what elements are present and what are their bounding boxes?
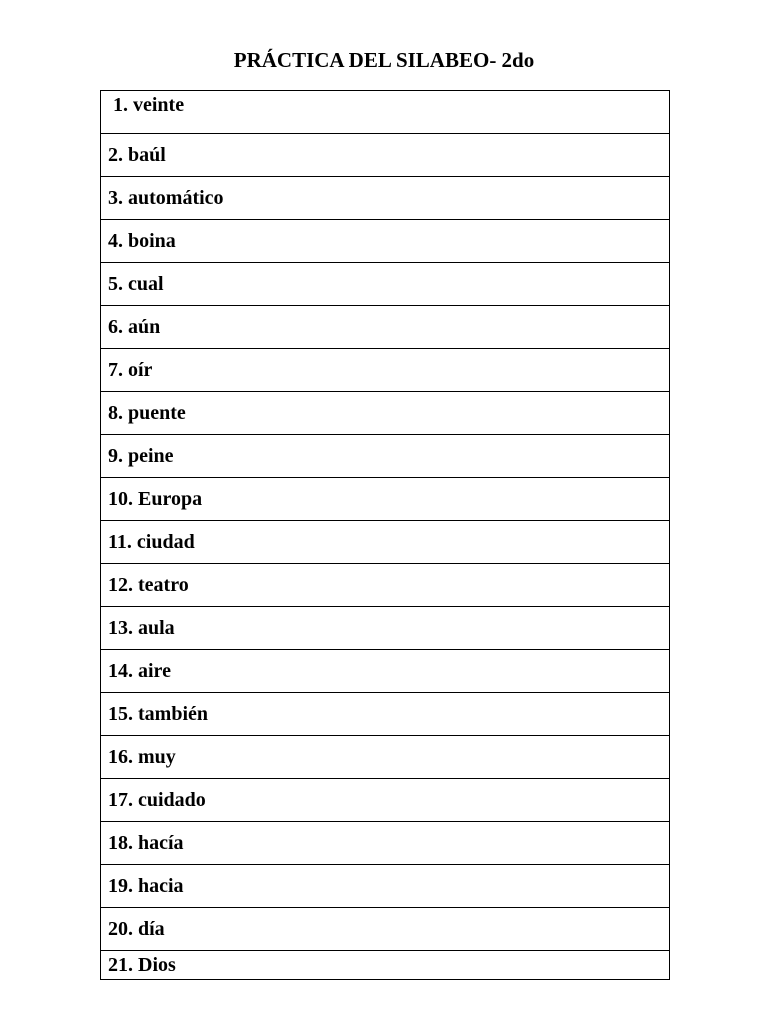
table-cell: 15. también	[101, 693, 670, 736]
table-row	[101, 177, 670, 220]
table-cell: 4. boina	[101, 220, 670, 263]
table-cell: 5. cual	[101, 263, 670, 306]
table-row	[101, 220, 670, 263]
table-cell: 17. cuidado	[101, 779, 670, 822]
table-row	[101, 306, 670, 349]
table-cell: 12. teatro	[101, 564, 670, 607]
table-row	[101, 392, 670, 435]
table-cell: 1. veinte	[101, 91, 670, 134]
table-cell: 16. muy	[101, 736, 670, 779]
table-cell: 18. hacía	[101, 822, 670, 865]
table-cell: 21. Dios	[101, 951, 670, 980]
table-row	[101, 908, 670, 951]
table-row	[101, 693, 670, 736]
table-cell: 19. hacia	[101, 865, 670, 908]
word-table	[100, 90, 670, 980]
table-cell: 2. baúl	[101, 134, 670, 177]
table-row	[101, 822, 670, 865]
table-cell: 14. aire	[101, 650, 670, 693]
table-row	[101, 478, 670, 521]
table-cell: 7. oír	[101, 349, 670, 392]
table-row	[101, 435, 670, 478]
table-row	[101, 607, 670, 650]
table-cell: 3. automático	[101, 177, 670, 220]
page-title: PRÁCTICA DEL SILABEO- 2do	[233, 48, 535, 72]
table-cell: 6. aún	[101, 306, 670, 349]
table-row	[101, 263, 670, 306]
table-row	[101, 349, 670, 392]
table-row	[101, 650, 670, 693]
table-cell: 10. Europa	[101, 478, 670, 521]
table-cell: 20. día	[101, 908, 670, 951]
table-row	[101, 865, 670, 908]
table-row	[101, 91, 670, 134]
table-cell: 8. puente	[101, 392, 670, 435]
table-cell: 9. peine	[101, 435, 670, 478]
table-cell: 11. ciudad	[101, 521, 670, 564]
table-cell: 13. aula	[101, 607, 670, 650]
table-row	[101, 779, 670, 822]
table-row	[101, 134, 670, 177]
table-row	[101, 564, 670, 607]
table-row	[101, 736, 670, 779]
table-row	[101, 521, 670, 564]
table-row	[101, 951, 670, 980]
